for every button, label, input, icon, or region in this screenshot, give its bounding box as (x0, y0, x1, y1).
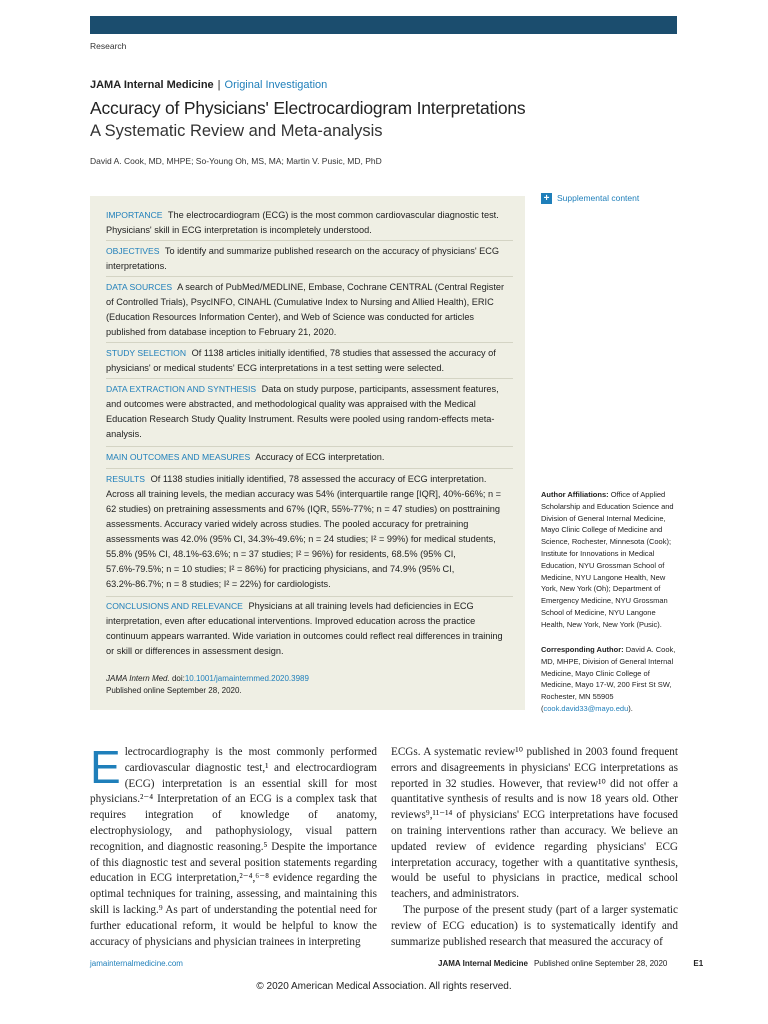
body-text: lectrocardiography is the most commonly performed cardiovascular diagnostic test,¹ and electrocardiogram (ECG) interpretation is an essential skill for most physicians.²⁻⁴ Interpretation of an ECG is a complex task that requires integration of knowledge of anatomy, electrophysiology, and pathophysiology, visual pattern recognition, and diagnostic reasoning.⁵ Despite the importance of this diagnostic test and several position statements regarding education in ECG interpretation,²⁻⁴,⁶⁻⁸ evidence regarding the optimal techniques for training, assessing, and maintaining this skill is lacking.⁹ As part of understanding the potential need for further educational reform, it would be helpful to know the accuracy of physicians and physician trainees in interpreting (90, 746, 377, 948)
footer-published: Published online September 28, 2020 (533, 959, 668, 968)
abstract-heading: MAIN OUTCOMES AND MEASURES (106, 452, 251, 462)
journal-line (90, 79, 327, 91)
abstract-divider (106, 468, 513, 469)
abstract-heading: DATA EXTRACTION AND SYNTHESIS (106, 384, 257, 394)
article-title: Accuracy of Physicians' Electrocardiogram Interpretations (90, 98, 526, 118)
article-subtitle: A Systematic Review and Meta-analysis (90, 122, 383, 140)
copyright-notice: © 2020 American Medical Association. All rights reserved. (256, 981, 512, 992)
abstract-study-selection (106, 346, 513, 376)
abstract-text: The electrocardiogram (ECG) is the most common cardiovascular diagnostic test. Physicians' skill in ECG interpretation is incompletely understood. (106, 210, 499, 235)
abstract-data-sources (106, 280, 513, 340)
journal-separator: | (217, 79, 221, 91)
abstract-text: A search of PubMed/MEDLINE, Embase, Cochrane CENTRAL (Central Register of Controlled Trials), PsycINFO, CINAHL (Cumulative Index to Nursing and Allied Health), ERIC (Education Resources Information Center), and Web of Science was conducted for articles published from database inception to February 21, 2020. (106, 282, 505, 337)
citation (106, 673, 309, 697)
abstract-data-extraction (106, 382, 513, 442)
supplemental-label: Supplemental content (557, 193, 640, 203)
body-paragraph: The purpose of the present study (part of a larger systematic review of ECG education) is to systematically identify and summarize published research that measured the accuracy of (391, 903, 678, 948)
body-column-1 (90, 741, 377, 950)
email-link[interactable]: cook.david33@mayo.edu (543, 703, 629, 713)
abstract-divider (106, 342, 513, 343)
footer-info (438, 959, 703, 968)
citation-doi-prefix: doi: (169, 674, 185, 683)
corresponding-text: David A. Cook, MD, MHPE, Division of General Internal Medicine, Mayo Clinic College of Medicine, Mayo 17-W, 200 First St SW, Rochester, MN 55905 ( (541, 645, 676, 713)
body-paragraph: ECGs. A systematic review¹⁰ published in 2003 found frequent errors and disagreements in physicians' ECG interpretations as reported in 32 studies. However, that review¹⁰ did not offer a quantitative synthesis of results and is now 18 years old. Other reviews⁹,¹¹⁻¹⁴ of physicians' ECG interpretations have focused on training interventions rather than accuracy. We believe an updated review of evidence regarding physicians' ECG interpretation accuracy, together with a quantitative synthesis, would be useful to physicians in practice, medical school teachers, and administrators. (391, 746, 678, 901)
drop-cap: E (90, 741, 121, 793)
abstract-heading: CONCLUSIONS AND RELEVANCE (106, 601, 243, 611)
footer-url-link[interactable]: jamainternalmedicine.com (90, 959, 183, 968)
section-label: Research (90, 41, 127, 51)
abstract-heading: RESULTS (106, 474, 145, 484)
citation-journal: JAMA Intern Med. (106, 674, 170, 683)
journal-name: JAMA Internal Medicine (90, 79, 214, 91)
abstract-heading: IMPORTANCE (106, 210, 163, 220)
corresponding-label: Corresponding Author: (541, 645, 624, 654)
corresponding-author (541, 644, 681, 715)
abstract-text: To identify and summarize published research on the accuracy of physicians' ECG interpretations. (106, 246, 500, 271)
abstract-conclusions (106, 599, 513, 659)
page-number: E1 (693, 959, 704, 968)
author-list: David A. Cook, MD, MHPE; So-Young Oh, MS, MA; Martin V. Pusic, MD, PhD (90, 156, 382, 166)
published-date: Published online September 28, 2020. (106, 686, 242, 695)
abstract-text: Accuracy of ECG interpretation. (255, 452, 385, 462)
abstract-text: Physicians at all training levels had deficiencies in ECG interpretation, even after educational interventions. Improved education across the practice continuum appears warranted. Wide variation in outcomes could reflect real differences in training or skill or differences in assessment design. (106, 601, 503, 656)
supplemental-content-link[interactable] (541, 193, 639, 204)
corresponding-end: ). (628, 703, 633, 713)
abstract-heading: DATA SOURCES (106, 282, 173, 292)
abstract-text: Of 1138 studies initially identified, 78 assessed the accuracy of ECG interpretation. Across all training levels, the median accuracy was 54% (interquartile range [IQR], 40%-66%; n = 62 studies) on pretraining assessments and 67% (IQR, 55%-77%; n = 47 studies) on posttraining assessments. Accuracy varied widely across studies. The pooled accuracy for pretraining assessments was 42.0% (95% CI, 34.3%-49.6%; n = 24 studies; I² = 99%) for medical students, 55.8% (95% CI, 48.1%-63.6%; n = 37 studies; I² = 96%) for residents, 68.5% (95% CI, 57.6%-79.5%; n = 10 studies; I² = 86%) for practicing physicians, and 74.9% (95% CI, 63.2%-86.7%; n = 8 studies; I² = 22%) for cardiologists. (106, 474, 501, 589)
abstract-divider (106, 276, 513, 277)
plus-icon: + (541, 193, 552, 204)
footer-journal: JAMA Internal Medicine (438, 959, 528, 968)
affiliations-text: Office of Applied Scholarship and Education Science and Division of General Internal Medicine, Mayo Clinic College of Medicine and Science, Rochester, Minnesota (Cook); Institute for Innovations in Medical Education, NYU Grossman School of Medicine, NYU Langone Health, New York, New York (Oh); Department of Emergency Medicine, NYU Grossman School of Medicine, NYU Langone Health, New York, New York (Pusic). (541, 490, 674, 629)
abstract-box (90, 196, 525, 710)
abstract-divider (106, 240, 513, 241)
abstract-text: Of 1138 articles initially identified, 78 studies that assessed the accuracy of physicians' or medical students' ECG interpretations in a test setting were selected. (106, 348, 496, 373)
abstract-main-outcomes (106, 450, 513, 465)
author-affiliations (541, 489, 681, 631)
affiliations-label: Author Affiliations: (541, 490, 609, 499)
abstract-importance (106, 208, 513, 238)
abstract-divider (106, 596, 513, 597)
doi-link[interactable]: 10.1001/jamainternmed.2020.3989 (184, 674, 309, 683)
abstract-divider (106, 446, 513, 447)
body-column-2 (391, 745, 678, 950)
abstract-heading: OBJECTIVES (106, 246, 160, 256)
abstract-heading: STUDY SELECTION (106, 348, 187, 358)
abstract-text: Data on study purpose, participants, assessment features, and outcomes were abstracted, and methodological quality was appraised with the Medical Education Research Study Quality Instrument. Results were pooled using random-effects meta-analysis. (106, 384, 499, 439)
abstract-objectives (106, 244, 513, 274)
abstract-divider (106, 378, 513, 379)
top-banner (90, 16, 677, 34)
article-type-link[interactable]: Original Investigation (224, 79, 328, 91)
abstract-results (106, 472, 513, 592)
